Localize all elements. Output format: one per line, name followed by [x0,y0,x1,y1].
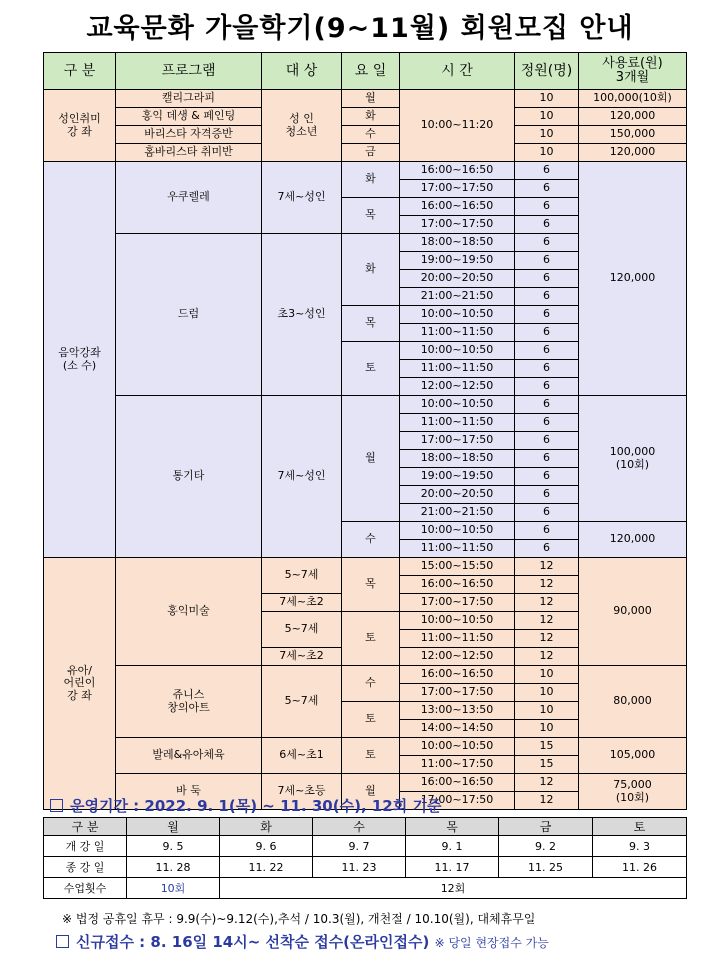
capacity-cell: 12 [515,630,579,648]
schedule-date-cell: 11. 22 [220,857,313,878]
day-cell: 수 [342,522,400,558]
fee-cell: 75,000 (10회) [579,774,687,810]
program-cell: 발레&유아체육 [116,738,262,774]
day-cell: 화 [342,108,400,126]
schedule-date-cell: 11. 28 [127,857,220,878]
capacity-cell: 6 [515,180,579,198]
fee-cell: 120,000 [579,108,687,126]
header-time: 시 간 [400,53,515,90]
capacity-cell: 10 [515,144,579,162]
table-row [44,818,687,836]
day-cell: 화 [342,162,400,198]
day-cell: 토 [342,738,400,774]
schedule-header-cell: 구 분 [44,818,127,836]
time-cell: 19:00~19:50 [400,468,515,486]
header-category: 구 분 [44,53,116,90]
checkbox-square-icon [56,935,69,948]
registration-line [56,931,549,952]
capacity-cell: 6 [515,540,579,558]
program-cell: 홍익 데생 & 페인팅 [116,108,262,126]
table-row [44,144,687,162]
time-cell: 15:00~15:50 [400,558,515,576]
day-cell: 월 [342,774,400,810]
time-cell: 17:00~17:50 [400,684,515,702]
fee-cell: 100,000 (10회) [579,396,687,522]
table-row [44,836,687,857]
capacity-cell: 10 [515,90,579,108]
capacity-cell: 6 [515,396,579,414]
fee-cell: 120,000 [579,162,687,396]
fee-cell: 105,000 [579,738,687,774]
capacity-cell: 12 [515,558,579,576]
day-cell: 목 [342,306,400,342]
category-cell: 성인취미 강 좌 [44,90,116,162]
time-cell: 11:00~17:50 [400,756,515,774]
capacity-cell: 6 [515,162,579,180]
target-cell: 7세~초2 [262,594,342,612]
time-cell: 17:00~17:50 [400,180,515,198]
time-cell: 11:00~11:50 [400,630,515,648]
time-cell: 17:00~17:50 [400,432,515,450]
capacity-cell: 6 [515,252,579,270]
capacity-cell: 10 [515,666,579,684]
table-body [44,90,687,810]
capacity-cell: 12 [515,612,579,630]
capacity-cell: 12 [515,576,579,594]
schedule-header-cell: 수 [313,818,406,836]
table-row [44,738,687,756]
time-cell: 10:00~10:50 [400,396,515,414]
program-cell: 드럼 [116,234,262,396]
day-cell: 금 [342,144,400,162]
table-row [44,857,687,878]
capacity-cell: 10 [515,108,579,126]
day-cell: 토 [342,342,400,396]
time-cell: 14:00~14:50 [400,720,515,738]
target-cell: 7세~성인 [262,162,342,234]
fee-cell: 100,000(10회) [579,90,687,108]
table-row [44,108,687,126]
schedule-date-cell: 9. 3 [593,836,687,857]
target-cell: 7세~초2 [262,648,342,666]
header-fee: 사용료(원) 3개월 [579,53,687,90]
capacity-cell: 6 [515,486,579,504]
schedule-header-cell: 금 [499,818,593,836]
fee-cell: 150,000 [579,126,687,144]
schedule-count-cell: 12회 [220,878,687,899]
time-cell: 16:00~16:50 [400,198,515,216]
target-cell: 7세~초등 [262,774,342,810]
time-cell: 10:00~11:20 [400,90,515,162]
schedule-date-cell: 9. 1 [406,836,499,857]
schedule-header-cell: 화 [220,818,313,836]
program-cell: 홈바리스타 취미반 [116,144,262,162]
table-row [44,162,687,180]
capacity-cell: 6 [515,504,579,522]
schedule-table [43,817,687,899]
capacity-cell: 12 [515,792,579,810]
time-cell: 18:00~18:50 [400,234,515,252]
schedule-label-cell: 종 강 일 [44,857,127,878]
schedule-date-cell: 9. 2 [499,836,593,857]
time-cell: 16:00~16:50 [400,666,515,684]
capacity-cell: 10 [515,720,579,738]
table-row [44,666,687,684]
capacity-cell: 6 [515,288,579,306]
day-cell: 수 [342,126,400,144]
checkbox-square-icon [50,799,63,812]
schedule-date-cell: 9. 5 [127,836,220,857]
time-cell: 18:00~18:50 [400,450,515,468]
time-cell: 21:00~21:50 [400,288,515,306]
schedule-date-cell: 11. 17 [406,857,499,878]
time-cell: 10:00~10:50 [400,522,515,540]
capacity-cell: 12 [515,648,579,666]
target-cell: 5~7세 [262,612,342,648]
schedule-body [44,818,687,899]
table-row [44,774,687,792]
time-cell: 20:00~20:50 [400,486,515,504]
program-cell: 통기타 [116,396,262,558]
table-row [44,90,687,108]
target-cell: 7세~성인 [262,396,342,558]
capacity-cell: 6 [515,324,579,342]
capacity-cell: 6 [515,432,579,450]
time-cell: 16:00~16:50 [400,162,515,180]
fee-cell: 80,000 [579,666,687,738]
category-cell: 음악강좌 (소 수) [44,162,116,558]
period-line [50,795,441,816]
capacity-cell: 6 [515,342,579,360]
capacity-cell: 6 [515,378,579,396]
registration-note: ※ 당일 현장접수 가능 [434,936,549,950]
schedule-count-cell: 10회 [127,878,220,899]
time-cell: 19:00~19:50 [400,252,515,270]
target-cell: 5~7세 [262,666,342,738]
time-cell: 17:00~17:50 [400,594,515,612]
header-target: 대 상 [262,53,342,90]
capacity-cell: 12 [515,594,579,612]
time-cell: 11:00~11:50 [400,414,515,432]
table-row [44,126,687,144]
capacity-cell: 6 [515,198,579,216]
capacity-cell: 10 [515,684,579,702]
capacity-cell: 6 [515,216,579,234]
time-cell: 17:00~17:50 [400,216,515,234]
fee-cell: 90,000 [579,558,687,666]
capacity-cell: 12 [515,774,579,792]
schedule-header-cell: 월 [127,818,220,836]
page-title: 교육문화 가을학기(9~11월) 회원모집 안내 [86,13,634,44]
schedule-date-cell: 9. 6 [220,836,313,857]
program-cell: 바리스타 자격증반 [116,126,262,144]
capacity-cell: 6 [515,414,579,432]
schedule-label-cell: 개 강 일 [44,836,127,857]
capacity-cell: 6 [515,234,579,252]
capacity-cell: 15 [515,738,579,756]
schedule-header-cell: 목 [406,818,499,836]
time-cell: 11:00~11:50 [400,360,515,378]
capacity-cell: 10 [515,126,579,144]
day-cell: 목 [342,198,400,234]
fee-cell: 120,000 [579,144,687,162]
category-cell: 유아/ 어린이 강 좌 [44,558,116,810]
time-cell: 10:00~10:50 [400,612,515,630]
capacity-cell: 6 [515,468,579,486]
time-cell: 13:00~13:50 [400,702,515,720]
time-cell: 11:00~11:50 [400,540,515,558]
time-cell: 16:00~16:50 [400,774,515,792]
time-cell: 11:00~11:50 [400,324,515,342]
program-cell: 홍익미술 [116,558,262,666]
registration-text: 신규접수 : 8. 16일 14시~ 선착순 접수(온라인접수) [76,933,430,951]
header-day: 요 일 [342,53,400,90]
period-text: 운영기간 : 2022. 9. 1(목) ~ 11. 30(수), 12회 기준 [70,797,442,815]
time-cell: 10:00~10:50 [400,738,515,756]
target-cell: 초3~성인 [262,234,342,396]
program-cell: 쥬니스 창의아트 [116,666,262,738]
time-cell: 20:00~20:50 [400,270,515,288]
capacity-cell: 6 [515,522,579,540]
time-cell: 12:00~12:50 [400,648,515,666]
day-cell: 목 [342,558,400,612]
table-row [44,396,687,414]
fee-cell: 120,000 [579,522,687,558]
table-row [44,558,687,576]
time-cell: 17:00~17:50 [400,792,515,810]
target-cell: 성 인 청소년 [262,90,342,162]
holiday-note: ※ 법정 공휴일 휴무 : 9.9(수)~9.12(수),추석 / 10.3(월), 개천절 / 10.10(월), 대체휴무일 [62,912,536,926]
day-cell: 월 [342,396,400,522]
schedule-date-cell: 11. 23 [313,857,406,878]
day-cell: 화 [342,234,400,306]
target-cell: 6세~초1 [262,738,342,774]
time-cell: 10:00~10:50 [400,342,515,360]
capacity-cell: 6 [515,360,579,378]
day-cell: 수 [342,666,400,702]
target-cell: 5~7세 [262,558,342,594]
day-cell: 토 [342,612,400,666]
time-cell: 12:00~12:50 [400,378,515,396]
time-cell: 16:00~16:50 [400,576,515,594]
capacity-cell: 6 [515,270,579,288]
table-row [44,878,687,899]
day-cell: 월 [342,90,400,108]
header-capacity: 정원(명) [515,53,579,90]
schedule-date-cell: 11. 26 [593,857,687,878]
program-cell: 바 둑 [116,774,262,810]
time-cell: 21:00~21:50 [400,504,515,522]
schedule-label-cell: 수업횟수 [44,878,127,899]
day-cell: 토 [342,702,400,738]
capacity-cell: 6 [515,450,579,468]
schedule-date-cell: 11. 25 [499,857,593,878]
capacity-cell: 6 [515,306,579,324]
program-table [43,52,687,810]
time-cell: 10:00~10:50 [400,306,515,324]
schedule-header-cell: 토 [593,818,687,836]
schedule-date-cell: 9. 7 [313,836,406,857]
program-cell: 캘리그라피 [116,90,262,108]
table-header-row [44,53,687,90]
capacity-cell: 10 [515,702,579,720]
program-cell: 우쿠렐레 [116,162,262,234]
header-program: 프로그램 [116,53,262,90]
capacity-cell: 15 [515,756,579,774]
